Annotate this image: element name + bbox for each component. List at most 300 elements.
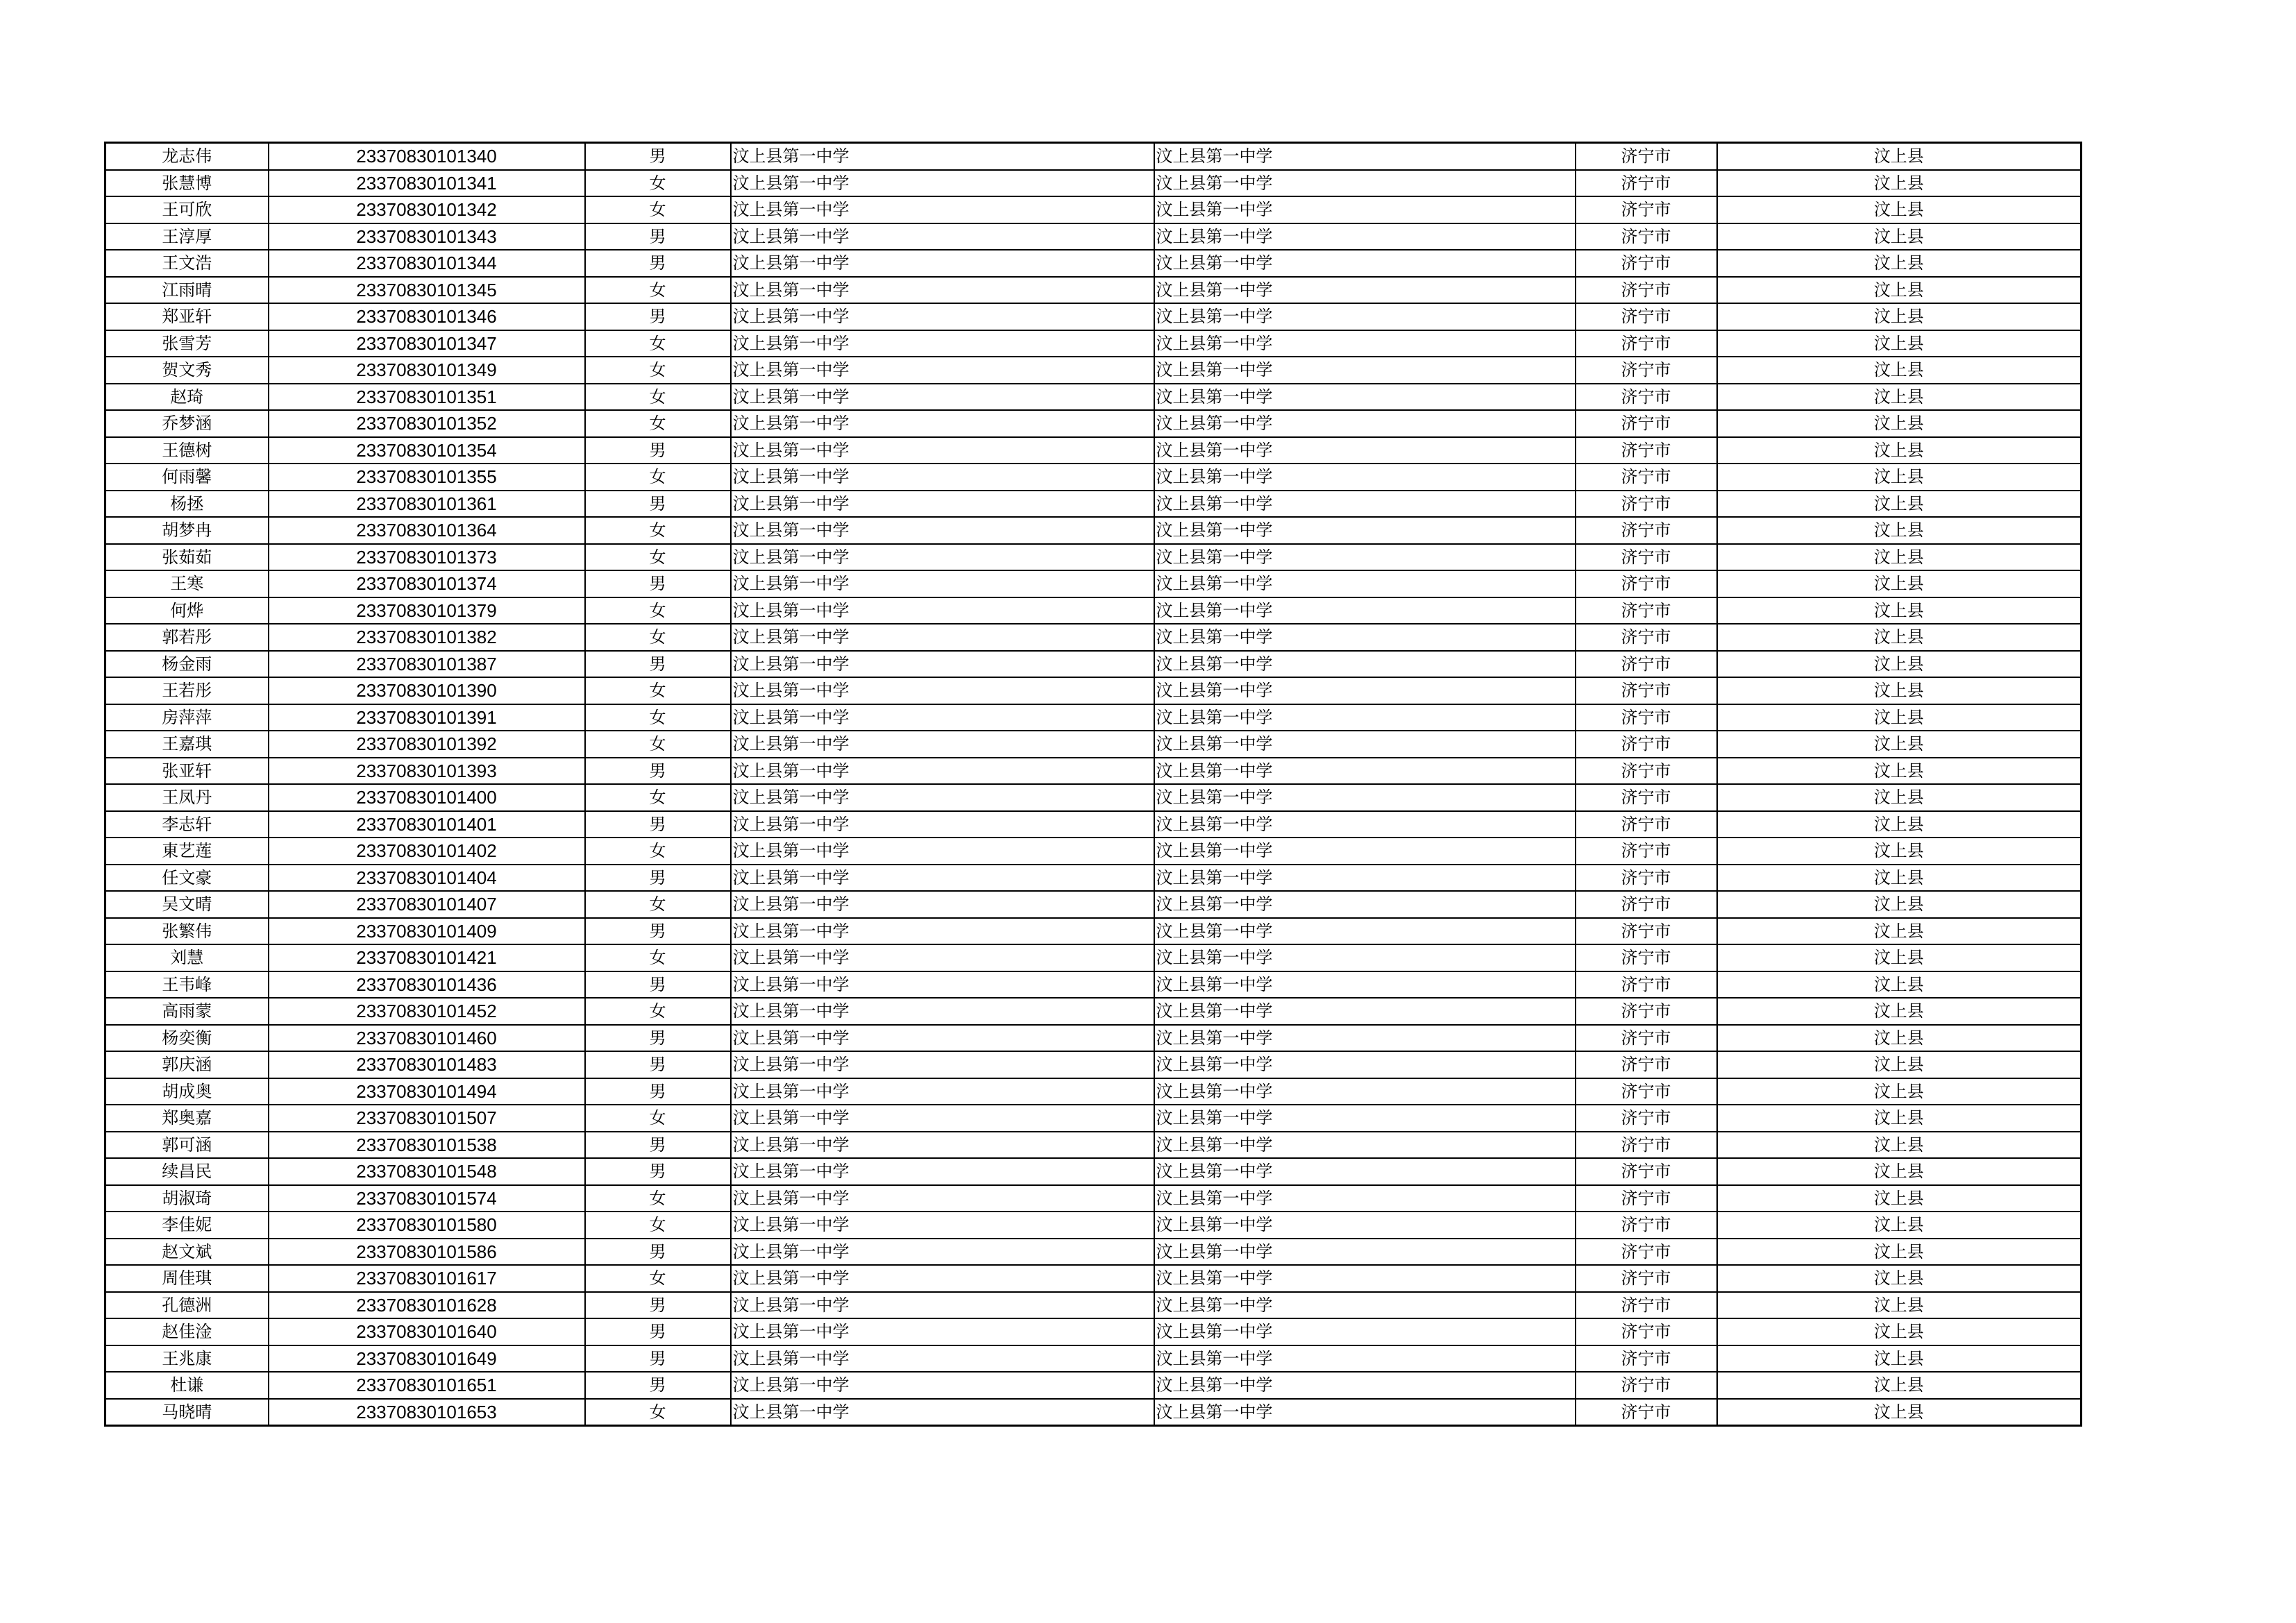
gender-cell: 男 bbox=[585, 1132, 731, 1159]
exam-site-cell: 汶上县第一中学 bbox=[1154, 784, 1576, 811]
student-name-cell: 王凤丹 bbox=[105, 784, 269, 811]
student-name-cell: 郑亚轩 bbox=[105, 303, 269, 330]
student-name-cell: 東艺莲 bbox=[105, 838, 269, 865]
school-cell: 汶上县第一中学 bbox=[731, 250, 1154, 277]
exam-site-cell: 汶上县第一中学 bbox=[1154, 437, 1576, 464]
student-name-cell: 郭庆涵 bbox=[105, 1051, 269, 1078]
exam-id-cell: 23370830101355 bbox=[269, 464, 585, 491]
city-cell: 济宁市 bbox=[1576, 865, 1717, 892]
table-row bbox=[105, 143, 2082, 170]
school-cell: 汶上县第一中学 bbox=[731, 918, 1154, 945]
student-name-cell: 李志轩 bbox=[105, 811, 269, 838]
gender-cell: 女 bbox=[585, 1105, 731, 1132]
city-cell: 济宁市 bbox=[1576, 384, 1717, 411]
table-row bbox=[105, 250, 2082, 277]
school-cell: 汶上县第一中学 bbox=[731, 303, 1154, 330]
county-cell: 汶上县 bbox=[1717, 303, 2082, 330]
student-name-cell: 任文豪 bbox=[105, 865, 269, 892]
student-name-cell: 王文浩 bbox=[105, 250, 269, 277]
school-cell: 汶上县第一中学 bbox=[731, 570, 1154, 597]
exam-id-cell: 23370830101460 bbox=[269, 1025, 585, 1052]
student-name-cell: 赵佳淦 bbox=[105, 1318, 269, 1345]
exam-site-cell: 汶上县第一中学 bbox=[1154, 250, 1576, 277]
city-cell: 济宁市 bbox=[1576, 1078, 1717, 1105]
school-cell: 汶上县第一中学 bbox=[731, 1078, 1154, 1105]
gender-cell: 女 bbox=[585, 196, 731, 223]
table-row bbox=[105, 811, 2082, 838]
county-cell: 汶上县 bbox=[1717, 357, 2082, 384]
gender-cell: 女 bbox=[585, 384, 731, 411]
exam-id-cell: 23370830101390 bbox=[269, 677, 585, 704]
exam-id-cell: 23370830101651 bbox=[269, 1372, 585, 1399]
gender-cell: 女 bbox=[585, 731, 731, 758]
county-cell: 汶上县 bbox=[1717, 811, 2082, 838]
exam-site-cell: 汶上县第一中学 bbox=[1154, 1185, 1576, 1212]
exam-site-cell: 汶上县第一中学 bbox=[1154, 223, 1576, 250]
county-cell: 汶上县 bbox=[1717, 624, 2082, 651]
exam-site-cell: 汶上县第一中学 bbox=[1154, 1132, 1576, 1159]
city-cell: 济宁市 bbox=[1576, 1265, 1717, 1292]
exam-id-cell: 23370830101344 bbox=[269, 250, 585, 277]
county-cell: 汶上县 bbox=[1717, 1185, 2082, 1212]
student-name-cell: 贺文秀 bbox=[105, 357, 269, 384]
student-name-cell: 杨奕衡 bbox=[105, 1025, 269, 1052]
student-name-cell: 龙志伟 bbox=[105, 143, 269, 170]
gender-cell: 女 bbox=[585, 410, 731, 437]
student-name-cell: 杜谦 bbox=[105, 1372, 269, 1399]
city-cell: 济宁市 bbox=[1576, 1212, 1717, 1239]
city-cell: 济宁市 bbox=[1576, 1372, 1717, 1399]
gender-cell: 男 bbox=[585, 1318, 731, 1345]
student-name-cell: 江雨晴 bbox=[105, 277, 269, 304]
school-cell: 汶上县第一中学 bbox=[731, 624, 1154, 651]
exam-id-cell: 23370830101653 bbox=[269, 1399, 585, 1426]
gender-cell: 女 bbox=[585, 677, 731, 704]
school-cell: 汶上县第一中学 bbox=[731, 464, 1154, 491]
city-cell: 济宁市 bbox=[1576, 1239, 1717, 1266]
city-cell: 济宁市 bbox=[1576, 811, 1717, 838]
city-cell: 济宁市 bbox=[1576, 437, 1717, 464]
county-cell: 汶上县 bbox=[1717, 971, 2082, 999]
exam-site-cell: 汶上县第一中学 bbox=[1154, 1051, 1576, 1078]
student-name-cell: 高雨蒙 bbox=[105, 998, 269, 1025]
city-cell: 济宁市 bbox=[1576, 758, 1717, 785]
exam-id-cell: 23370830101354 bbox=[269, 437, 585, 464]
student-name-cell: 张繁伟 bbox=[105, 918, 269, 945]
gender-cell: 女 bbox=[585, 277, 731, 304]
exam-id-cell: 23370830101364 bbox=[269, 517, 585, 544]
exam-site-cell: 汶上县第一中学 bbox=[1154, 544, 1576, 571]
county-cell: 汶上县 bbox=[1717, 1318, 2082, 1345]
city-cell: 济宁市 bbox=[1576, 704, 1717, 731]
table-row bbox=[105, 570, 2082, 597]
city-cell: 济宁市 bbox=[1576, 196, 1717, 223]
exam-site-cell: 汶上县第一中学 bbox=[1154, 410, 1576, 437]
table-row bbox=[105, 1051, 2082, 1078]
exam-id-cell: 23370830101392 bbox=[269, 731, 585, 758]
city-cell: 济宁市 bbox=[1576, 1292, 1717, 1319]
exam-id-cell: 23370830101574 bbox=[269, 1185, 585, 1212]
city-cell: 济宁市 bbox=[1576, 250, 1717, 277]
school-cell: 汶上县第一中学 bbox=[731, 1292, 1154, 1319]
exam-id-cell: 23370830101507 bbox=[269, 1105, 585, 1132]
county-cell: 汶上县 bbox=[1717, 517, 2082, 544]
school-cell: 汶上县第一中学 bbox=[731, 437, 1154, 464]
city-cell: 济宁市 bbox=[1576, 517, 1717, 544]
gender-cell: 女 bbox=[585, 784, 731, 811]
county-cell: 汶上县 bbox=[1717, 250, 2082, 277]
gender-cell: 男 bbox=[585, 570, 731, 597]
student-name-cell: 何烨 bbox=[105, 597, 269, 624]
exam-id-cell: 23370830101345 bbox=[269, 277, 585, 304]
county-cell: 汶上县 bbox=[1717, 597, 2082, 624]
school-cell: 汶上县第一中学 bbox=[731, 944, 1154, 971]
county-cell: 汶上县 bbox=[1717, 330, 2082, 357]
school-cell: 汶上县第一中学 bbox=[731, 784, 1154, 811]
gender-cell: 女 bbox=[585, 517, 731, 544]
gender-cell: 女 bbox=[585, 1399, 731, 1426]
table-body bbox=[105, 143, 2082, 1426]
county-cell: 汶上县 bbox=[1717, 651, 2082, 678]
exam-id-cell: 23370830101374 bbox=[269, 570, 585, 597]
student-name-cell: 张亚轩 bbox=[105, 758, 269, 785]
city-cell: 济宁市 bbox=[1576, 357, 1717, 384]
school-cell: 汶上县第一中学 bbox=[731, 1345, 1154, 1373]
county-cell: 汶上县 bbox=[1717, 570, 2082, 597]
exam-site-cell: 汶上县第一中学 bbox=[1154, 196, 1576, 223]
exam-id-cell: 23370830101379 bbox=[269, 597, 585, 624]
table-row bbox=[105, 437, 2082, 464]
school-cell: 汶上县第一中学 bbox=[731, 1025, 1154, 1052]
school-cell: 汶上县第一中学 bbox=[731, 998, 1154, 1025]
student-name-cell: 乔梦涵 bbox=[105, 410, 269, 437]
school-cell: 汶上县第一中学 bbox=[731, 677, 1154, 704]
exam-site-cell: 汶上县第一中学 bbox=[1154, 330, 1576, 357]
exam-site-cell: 汶上县第一中学 bbox=[1154, 597, 1576, 624]
student-table bbox=[104, 142, 2082, 1427]
gender-cell: 男 bbox=[585, 1078, 731, 1105]
city-cell: 济宁市 bbox=[1576, 918, 1717, 945]
table-row bbox=[105, 731, 2082, 758]
exam-site-cell: 汶上县第一中学 bbox=[1154, 998, 1576, 1025]
city-cell: 济宁市 bbox=[1576, 464, 1717, 491]
exam-site-cell: 汶上县第一中学 bbox=[1154, 464, 1576, 491]
exam-id-cell: 23370830101580 bbox=[269, 1212, 585, 1239]
exam-id-cell: 23370830101361 bbox=[269, 491, 585, 518]
school-cell: 汶上县第一中学 bbox=[731, 170, 1154, 197]
gender-cell: 男 bbox=[585, 143, 731, 170]
exam-site-cell: 汶上县第一中学 bbox=[1154, 944, 1576, 971]
city-cell: 济宁市 bbox=[1576, 544, 1717, 571]
gender-cell: 女 bbox=[585, 1265, 731, 1292]
exam-site-cell: 汶上县第一中学 bbox=[1154, 1399, 1576, 1426]
school-cell: 汶上县第一中学 bbox=[731, 651, 1154, 678]
county-cell: 汶上县 bbox=[1717, 1132, 2082, 1159]
student-name-cell: 马晓晴 bbox=[105, 1399, 269, 1426]
table-row bbox=[105, 1292, 2082, 1319]
school-cell: 汶上县第一中学 bbox=[731, 1212, 1154, 1239]
table-row bbox=[105, 865, 2082, 892]
table-row bbox=[105, 303, 2082, 330]
school-cell: 汶上县第一中学 bbox=[731, 704, 1154, 731]
exam-id-cell: 23370830101347 bbox=[269, 330, 585, 357]
city-cell: 济宁市 bbox=[1576, 223, 1717, 250]
city-cell: 济宁市 bbox=[1576, 170, 1717, 197]
exam-site-cell: 汶上县第一中学 bbox=[1154, 1345, 1576, 1373]
exam-site-cell: 汶上县第一中学 bbox=[1154, 1025, 1576, 1052]
county-cell: 汶上县 bbox=[1717, 1345, 2082, 1373]
gender-cell: 男 bbox=[585, 971, 731, 999]
exam-id-cell: 23370830101436 bbox=[269, 971, 585, 999]
table-row bbox=[105, 758, 2082, 785]
table-row bbox=[105, 677, 2082, 704]
student-name-cell: 王可欣 bbox=[105, 196, 269, 223]
county-cell: 汶上县 bbox=[1717, 758, 2082, 785]
city-cell: 济宁市 bbox=[1576, 784, 1717, 811]
exam-site-cell: 汶上县第一中学 bbox=[1154, 517, 1576, 544]
student-name-cell: 张茹茹 bbox=[105, 544, 269, 571]
exam-site-cell: 汶上县第一中学 bbox=[1154, 651, 1576, 678]
gender-cell: 男 bbox=[585, 223, 731, 250]
school-cell: 汶上县第一中学 bbox=[731, 811, 1154, 838]
exam-id-cell: 23370830101649 bbox=[269, 1345, 585, 1373]
exam-id-cell: 23370830101401 bbox=[269, 811, 585, 838]
table-row bbox=[105, 223, 2082, 250]
city-cell: 济宁市 bbox=[1576, 838, 1717, 865]
school-cell: 汶上县第一中学 bbox=[731, 597, 1154, 624]
school-cell: 汶上县第一中学 bbox=[731, 1399, 1154, 1426]
county-cell: 汶上县 bbox=[1717, 491, 2082, 518]
exam-id-cell: 23370830101628 bbox=[269, 1292, 585, 1319]
gender-cell: 女 bbox=[585, 891, 731, 918]
table-row bbox=[105, 1345, 2082, 1373]
exam-site-cell: 汶上县第一中学 bbox=[1154, 143, 1576, 170]
county-cell: 汶上县 bbox=[1717, 891, 2082, 918]
exam-site-cell: 汶上县第一中学 bbox=[1154, 731, 1576, 758]
exam-id-cell: 23370830101494 bbox=[269, 1078, 585, 1105]
student-name-cell: 胡淑琦 bbox=[105, 1185, 269, 1212]
county-cell: 汶上县 bbox=[1717, 784, 2082, 811]
city-cell: 济宁市 bbox=[1576, 944, 1717, 971]
school-cell: 汶上县第一中学 bbox=[731, 330, 1154, 357]
exam-id-cell: 23370830101341 bbox=[269, 170, 585, 197]
school-cell: 汶上县第一中学 bbox=[731, 1051, 1154, 1078]
exam-site-cell: 汶上县第一中学 bbox=[1154, 758, 1576, 785]
county-cell: 汶上县 bbox=[1717, 1051, 2082, 1078]
city-cell: 济宁市 bbox=[1576, 624, 1717, 651]
table-row bbox=[105, 330, 2082, 357]
student-name-cell: 杨拯 bbox=[105, 491, 269, 518]
student-name-cell: 赵琦 bbox=[105, 384, 269, 411]
exam-id-cell: 23370830101483 bbox=[269, 1051, 585, 1078]
gender-cell: 男 bbox=[585, 1025, 731, 1052]
exam-id-cell: 23370830101409 bbox=[269, 918, 585, 945]
exam-id-cell: 23370830101400 bbox=[269, 784, 585, 811]
school-cell: 汶上县第一中学 bbox=[731, 758, 1154, 785]
exam-id-cell: 23370830101373 bbox=[269, 544, 585, 571]
school-cell: 汶上县第一中学 bbox=[731, 357, 1154, 384]
student-name-cell: 房萍萍 bbox=[105, 704, 269, 731]
school-cell: 汶上县第一中学 bbox=[731, 143, 1154, 170]
exam-id-cell: 23370830101640 bbox=[269, 1318, 585, 1345]
table-row bbox=[105, 891, 2082, 918]
exam-site-cell: 汶上县第一中学 bbox=[1154, 357, 1576, 384]
county-cell: 汶上县 bbox=[1717, 865, 2082, 892]
school-cell: 汶上县第一中学 bbox=[731, 223, 1154, 250]
table-row bbox=[105, 1318, 2082, 1345]
student-name-cell: 郭若彤 bbox=[105, 624, 269, 651]
exam-site-cell: 汶上县第一中学 bbox=[1154, 971, 1576, 999]
county-cell: 汶上县 bbox=[1717, 143, 2082, 170]
city-cell: 济宁市 bbox=[1576, 143, 1717, 170]
exam-site-cell: 汶上县第一中学 bbox=[1154, 570, 1576, 597]
gender-cell: 男 bbox=[585, 1239, 731, 1266]
exam-id-cell: 23370830101617 bbox=[269, 1265, 585, 1292]
exam-id-cell: 23370830101421 bbox=[269, 944, 585, 971]
table-row bbox=[105, 170, 2082, 197]
county-cell: 汶上县 bbox=[1717, 544, 2082, 571]
student-name-cell: 王寒 bbox=[105, 570, 269, 597]
table-row bbox=[105, 1239, 2082, 1266]
gender-cell: 女 bbox=[585, 838, 731, 865]
gender-cell: 女 bbox=[585, 704, 731, 731]
county-cell: 汶上县 bbox=[1717, 1105, 2082, 1132]
table-row bbox=[105, 1265, 2082, 1292]
county-cell: 汶上县 bbox=[1717, 838, 2082, 865]
student-name-cell: 吴文晴 bbox=[105, 891, 269, 918]
city-cell: 济宁市 bbox=[1576, 410, 1717, 437]
school-cell: 汶上县第一中学 bbox=[731, 1185, 1154, 1212]
table-row bbox=[105, 624, 2082, 651]
city-cell: 济宁市 bbox=[1576, 570, 1717, 597]
exam-site-cell: 汶上县第一中学 bbox=[1154, 303, 1576, 330]
gender-cell: 男 bbox=[585, 250, 731, 277]
table-row bbox=[105, 998, 2082, 1025]
gender-cell: 男 bbox=[585, 1345, 731, 1373]
exam-id-cell: 23370830101393 bbox=[269, 758, 585, 785]
exam-id-cell: 23370830101404 bbox=[269, 865, 585, 892]
gender-cell: 男 bbox=[585, 651, 731, 678]
county-cell: 汶上县 bbox=[1717, 1025, 2082, 1052]
exam-site-cell: 汶上县第一中学 bbox=[1154, 624, 1576, 651]
gender-cell: 男 bbox=[585, 303, 731, 330]
county-cell: 汶上县 bbox=[1717, 277, 2082, 304]
exam-id-cell: 23370830101538 bbox=[269, 1132, 585, 1159]
county-cell: 汶上县 bbox=[1717, 677, 2082, 704]
gender-cell: 女 bbox=[585, 464, 731, 491]
table-row bbox=[105, 1212, 2082, 1239]
county-cell: 汶上县 bbox=[1717, 1292, 2082, 1319]
exam-id-cell: 23370830101452 bbox=[269, 998, 585, 1025]
city-cell: 济宁市 bbox=[1576, 303, 1717, 330]
table-row bbox=[105, 1105, 2082, 1132]
student-name-cell: 胡成奥 bbox=[105, 1078, 269, 1105]
student-name-cell: 李佳妮 bbox=[105, 1212, 269, 1239]
school-cell: 汶上县第一中学 bbox=[731, 1372, 1154, 1399]
student-name-cell: 王嘉琪 bbox=[105, 731, 269, 758]
city-cell: 济宁市 bbox=[1576, 1025, 1717, 1052]
county-cell: 汶上县 bbox=[1717, 170, 2082, 197]
city-cell: 济宁市 bbox=[1576, 677, 1717, 704]
exam-site-cell: 汶上县第一中学 bbox=[1154, 891, 1576, 918]
city-cell: 济宁市 bbox=[1576, 1051, 1717, 1078]
student-name-cell: 张雪芳 bbox=[105, 330, 269, 357]
exam-site-cell: 汶上县第一中学 bbox=[1154, 1105, 1576, 1132]
table-row bbox=[105, 384, 2082, 411]
gender-cell: 女 bbox=[585, 1185, 731, 1212]
table-row bbox=[105, 544, 2082, 571]
exam-id-cell: 23370830101346 bbox=[269, 303, 585, 330]
table-row bbox=[105, 784, 2082, 811]
exam-id-cell: 23370830101343 bbox=[269, 223, 585, 250]
school-cell: 汶上县第一中学 bbox=[731, 838, 1154, 865]
table-row bbox=[105, 464, 2082, 491]
school-cell: 汶上县第一中学 bbox=[731, 517, 1154, 544]
county-cell: 汶上县 bbox=[1717, 437, 2082, 464]
table-row bbox=[105, 651, 2082, 678]
exam-site-cell: 汶上县第一中学 bbox=[1154, 491, 1576, 518]
table-row bbox=[105, 1399, 2082, 1426]
county-cell: 汶上县 bbox=[1717, 1399, 2082, 1426]
table-row bbox=[105, 357, 2082, 384]
county-cell: 汶上县 bbox=[1717, 944, 2082, 971]
county-cell: 汶上县 bbox=[1717, 918, 2082, 945]
gender-cell: 男 bbox=[585, 758, 731, 785]
county-cell: 汶上县 bbox=[1717, 1265, 2082, 1292]
city-cell: 济宁市 bbox=[1576, 731, 1717, 758]
exam-site-cell: 汶上县第一中学 bbox=[1154, 1078, 1576, 1105]
city-cell: 济宁市 bbox=[1576, 998, 1717, 1025]
exam-id-cell: 23370830101586 bbox=[269, 1239, 585, 1266]
gender-cell: 男 bbox=[585, 491, 731, 518]
gender-cell: 女 bbox=[585, 998, 731, 1025]
student-name-cell: 王兆康 bbox=[105, 1345, 269, 1373]
student-name-cell: 何雨馨 bbox=[105, 464, 269, 491]
county-cell: 汶上县 bbox=[1717, 464, 2082, 491]
school-cell: 汶上县第一中学 bbox=[731, 196, 1154, 223]
student-name-cell: 王淳厚 bbox=[105, 223, 269, 250]
exam-site-cell: 汶上县第一中学 bbox=[1154, 811, 1576, 838]
exam-site-cell: 汶上县第一中学 bbox=[1154, 704, 1576, 731]
city-cell: 济宁市 bbox=[1576, 891, 1717, 918]
exam-site-cell: 汶上县第一中学 bbox=[1154, 1239, 1576, 1266]
gender-cell: 男 bbox=[585, 1158, 731, 1185]
gender-cell: 男 bbox=[585, 1292, 731, 1319]
county-cell: 汶上县 bbox=[1717, 704, 2082, 731]
school-cell: 汶上县第一中学 bbox=[731, 1318, 1154, 1345]
table-row bbox=[105, 410, 2082, 437]
exam-site-cell: 汶上县第一中学 bbox=[1154, 1372, 1576, 1399]
table-row bbox=[105, 944, 2082, 971]
school-cell: 汶上县第一中学 bbox=[731, 277, 1154, 304]
table-row bbox=[105, 277, 2082, 304]
gender-cell: 女 bbox=[585, 597, 731, 624]
exam-site-cell: 汶上县第一中学 bbox=[1154, 1318, 1576, 1345]
table-row bbox=[105, 1078, 2082, 1105]
student-name-cell: 周佳琪 bbox=[105, 1265, 269, 1292]
table-row bbox=[105, 838, 2082, 865]
city-cell: 济宁市 bbox=[1576, 277, 1717, 304]
city-cell: 济宁市 bbox=[1576, 1399, 1717, 1426]
exam-site-cell: 汶上县第一中学 bbox=[1154, 1292, 1576, 1319]
school-cell: 汶上县第一中学 bbox=[731, 1132, 1154, 1159]
city-cell: 济宁市 bbox=[1576, 1132, 1717, 1159]
county-cell: 汶上县 bbox=[1717, 1372, 2082, 1399]
county-cell: 汶上县 bbox=[1717, 384, 2082, 411]
county-cell: 汶上县 bbox=[1717, 223, 2082, 250]
exam-id-cell: 23370830101351 bbox=[269, 384, 585, 411]
school-cell: 汶上县第一中学 bbox=[731, 410, 1154, 437]
